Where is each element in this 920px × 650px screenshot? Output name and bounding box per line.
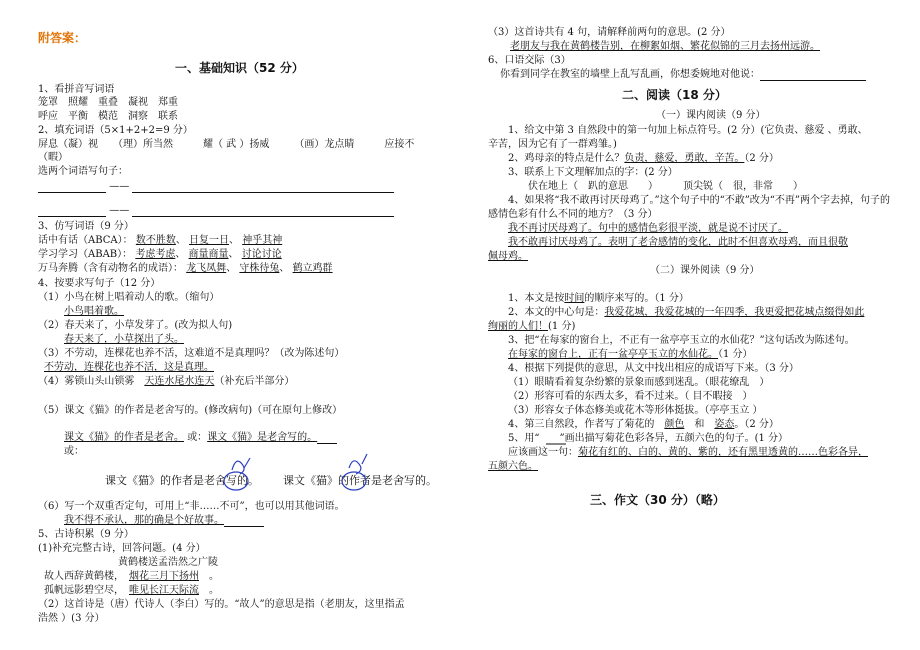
r2-2-prompt: 2、本文的中心句是： — [508, 307, 605, 318]
q3-c-word: 鹤立鸡群 — [292, 263, 333, 274]
q4-3-answer: 不劳动，连棵花也养不活，这是真理。 — [44, 362, 214, 373]
q4-1: （1）小鸟在树上唱着动人的歌。（缩句） — [38, 292, 220, 303]
q3-a-label: 话中有话（ABCA）： — [38, 235, 133, 246]
r2-5-score: 。（2 分） — [734, 419, 779, 430]
r2-2-score: (1 分) — [548, 321, 576, 332]
r2-1-answer: 时间 — [564, 293, 585, 304]
q4-6-answer-line — [64, 514, 264, 527]
r1-1b: 辛苦，因为它有了一群鸡雏。) — [488, 139, 617, 150]
q5-2: （2）这首诗是（唐）代诗人（李白）写的。“故人”的意思是指（老朋友，这里指孟 — [38, 599, 405, 610]
q3-title: 3、仿写词语（9 分） — [38, 221, 134, 232]
q3-c-word: 守株待兔 — [239, 263, 280, 274]
q4-2-answer: 春天来了，小草探出了头。 — [64, 334, 184, 345]
q2-choose: 选两个词语写句子： — [38, 166, 128, 177]
q2-line: 屏息（凝）视 （理）所当然 耀（ 武 ）扬威 （画）龙点睛 应接不 — [38, 139, 415, 150]
q3-c-label: 万马奔腾（含有动物名的成语）： — [38, 263, 183, 274]
q6-text: 你看到同学在教室的墙壁上乱写乱画，你想委婉地对他说： — [500, 69, 760, 80]
r2-6-answer-cont: 五颜六色。 — [488, 461, 538, 472]
r2-6-answer-line — [508, 446, 868, 459]
q3-row-c: 万马奔腾（含有动物名的成语）： 龙飞凤舞、 守株待兔、 鹤立鸡群 — [38, 263, 333, 274]
r1-4-answer-1: 我不再讨厌母鸡了。句中的感情色彩很平淡，就是说不讨厌了。 — [508, 223, 788, 234]
q3-row-b: 学习学习（ABAB）： 考虑考虑、 商量商量、 讨论讨论 — [38, 249, 282, 260]
r1-4-answer-2: 我不敢再讨厌母鸡了。表明了老舍感情的变化，此时不但喜欢母鸡，而且很敬 — [508, 237, 848, 248]
r1-1: 1、给文中第 3 自然段中的第一句加上标点符号。(2 分）(它负责、慈爱 、勇敢、 — [508, 125, 868, 136]
r2-4-2: （2）形容可看的东西太多，看不过来。（ 目不暇接 ） — [508, 391, 753, 402]
left-column — [0, 0, 450, 650]
q2-line2: （暇） — [38, 152, 68, 163]
q5-2b: 浩然 ）(3 分） — [38, 613, 105, 624]
poem-line-1 — [44, 570, 219, 583]
q1-row2: 呼应 平衡 模范 洞察 联系 — [38, 111, 178, 122]
q4-6-answer: 我不得不承认，那的确是个好故事。 — [64, 515, 224, 526]
r2-2-answer-cont: 绚丽的人们！ — [488, 321, 548, 332]
q3-b-label: 学习学习（ABAB）： — [38, 249, 133, 260]
underline-sample-mark — [460, 0, 920, 650]
r1-4-answer-3: 佩母鸡。 — [488, 251, 528, 262]
q1-title: 1、看拼音写词语 — [38, 84, 115, 95]
q4-5-handwritten-a: 课文《猫》的作者是老舍写的。 — [105, 474, 259, 487]
separator: —— — [109, 181, 130, 192]
q4-5-or: 或： — [187, 432, 208, 443]
section3-title: 三、作文（30 分）（略） — [590, 493, 725, 507]
q3-c-word: 龙飞凤舞 — [186, 263, 227, 274]
answer-title: 附答案： — [38, 31, 87, 45]
read1-title: （一）课内阅读（9 分） — [656, 110, 766, 121]
q4-4-answer: 天连水尾水连天 — [144, 376, 215, 387]
q3-b-word: 商量商量 — [188, 249, 229, 260]
q3-row-a: 话中有话（ABCA）： 数不胜数、 日复一日、 神乎其神 — [38, 235, 283, 246]
q5-1: (1)补充完整古诗，回答问题。(4 分） — [38, 543, 206, 554]
r2-5-and: 和 — [694, 419, 705, 430]
separator: —— — [109, 205, 130, 216]
r2-6: 5、用“ ”画出描写菊花色彩各异，五颜六色的句子。(1 分） — [508, 433, 789, 444]
r2-3: 3、把“在每家的窗台上，不正有一盆亭亭玉立的水仙花？”这句话改为陈述句。 — [508, 335, 855, 346]
r1-3-answer: 伏在地上（ 趴的意思 ） 顶尖锐（ 很，非常 ） — [528, 181, 803, 192]
q3-a-word: 神乎其神 — [242, 235, 283, 246]
r2-5-answer-1: 颜色 — [664, 419, 685, 430]
r1-4b: 感情色彩有什么不同的地方？（3 分） — [488, 209, 658, 220]
q6-title: 6、口语交际（3） — [488, 55, 571, 66]
q1-row1: 笼罩 照耀 重叠 凝视 郑重 — [38, 97, 178, 108]
q4-3: （3）不劳动，连棵花也养不活，这难道不是真理吗？（改为陈述句） — [38, 348, 345, 359]
section1-title: 一、基础知识（52 分） — [175, 61, 304, 75]
q4-5: （5）课文《猫》的作者是老舍写的。(修改病句)（可在原句上修改） — [38, 405, 343, 416]
q4-5-answer-b: 课文《猫》是老舍写的。 — [207, 432, 318, 443]
q4-4-prompt: （4）雾锁山头山锁雾 — [38, 376, 145, 387]
poem-line-2 — [44, 584, 219, 597]
r2-1-prompt: 1、本文是按 — [508, 293, 565, 304]
blank-line — [224, 516, 264, 527]
r2-4: 4、根据下列提供的意思，从文中找出相应的成语写下来。（3 分） — [508, 363, 799, 374]
q3-b-word: 讨论讨论 — [241, 249, 282, 260]
q4-6: （6）写一个双重否定句，可用上“非……不可”，也可以用其他词语。 — [38, 501, 345, 512]
q3-a-word: 数不胜数 — [135, 235, 176, 246]
r2-4-3: （3）形容女子体态修美或花木等形体挺拔。（亭亭玉立 ） — [508, 405, 763, 416]
q3-a-word: 日复一日 — [189, 235, 230, 246]
q3-b-word: 考虑考虑 — [135, 249, 176, 260]
poem-title: 黄鹤楼送孟浩然之广陵 — [118, 557, 218, 568]
q4-5-answer-a: 课文《猫》的作者是老舍。 — [64, 432, 184, 443]
r2-5-answer-2: 姿态 — [714, 419, 735, 430]
r1-2-answer: 负责，慈爱，勇敢，辛苦。 — [624, 153, 745, 164]
r2-6-answer: 菊花有红的、白的、黄的、紫的，还有黑里透黄的……色彩各异， — [578, 447, 868, 458]
right-column — [460, 0, 920, 650]
read2-title: （二）课外阅读（9 分） — [650, 265, 760, 276]
section2-title: 二、阅读（18 分） — [622, 88, 727, 102]
q4-1-answer: 小鸟唱着歌。 — [64, 306, 124, 317]
r2-6-prompt: 应该画这一句： — [508, 447, 578, 458]
q2-title: 2、填充词语（5×1+2+2=9 分） — [38, 125, 193, 136]
q5-3-answer: 老朋友与我在黄鹤楼告别，在柳絮如烟、繁花似锦的三月去扬州远游。 — [510, 41, 820, 52]
r1-4: 4、如果将“我不敢再讨厌母鸡了。”这个句子中的“不敢”改为“不再”两个字去掉，句子的 — [508, 195, 891, 206]
q4-title: 4、按要求写句子（12 分） — [38, 278, 161, 289]
r1-3: 3、联系上下文理解加点的字：(2 分） — [508, 167, 678, 178]
r2-2-answer: 我爱花城，我爱花城的一年四季，我更爱把花城点缀得如此 — [604, 307, 865, 318]
q4-5-or2: 或： — [64, 446, 84, 457]
r2-1-suffix: 的顺序来写的。（1 分） — [584, 293, 689, 304]
poem-end-mark: 。 — [209, 571, 219, 582]
q4-5-handwritten-b: 课文《猫》的作者是老舍写的。 — [283, 474, 437, 487]
poem-line-2-answer: 唯见长江天际流 — [129, 585, 199, 596]
r1-2-score: （2 分） — [744, 153, 779, 164]
q4-2: （2）春天来了，小草发芽了。(改为拟人句) — [38, 320, 233, 331]
r2-4-1: （1）眼睛看着复杂纷繁的景象而感到迷乱。（眼花缭乱 ） — [508, 377, 770, 388]
q4-4-suffix: （补充后半部分） — [214, 376, 295, 387]
r2-3-answer: 在每家的窗台上，正有一盆亭亭玉立的水仙花。 — [508, 349, 718, 360]
r2-3-score: （1 分） — [718, 349, 753, 360]
r2-5-prompt: 4、第三自然段，作者写了菊花的 — [508, 419, 655, 430]
q5-title: 5、古诗积累（9 分） — [38, 529, 134, 540]
poem-line-2-text: 孤帆远影碧空尽， — [44, 585, 119, 596]
r1-2-prompt: 2、鸡母亲的特点是什么？ — [508, 153, 625, 164]
q5-3: （3）这首诗共有 4 句，请解释前两句的意思。(2 分） — [488, 27, 731, 38]
poem-line-1-answer: 烟花三月下扬州 — [129, 571, 199, 582]
poem-end-mark: 。 — [209, 585, 219, 596]
poem-line-1-text: 故人西辞黄鹤楼， — [44, 571, 119, 582]
